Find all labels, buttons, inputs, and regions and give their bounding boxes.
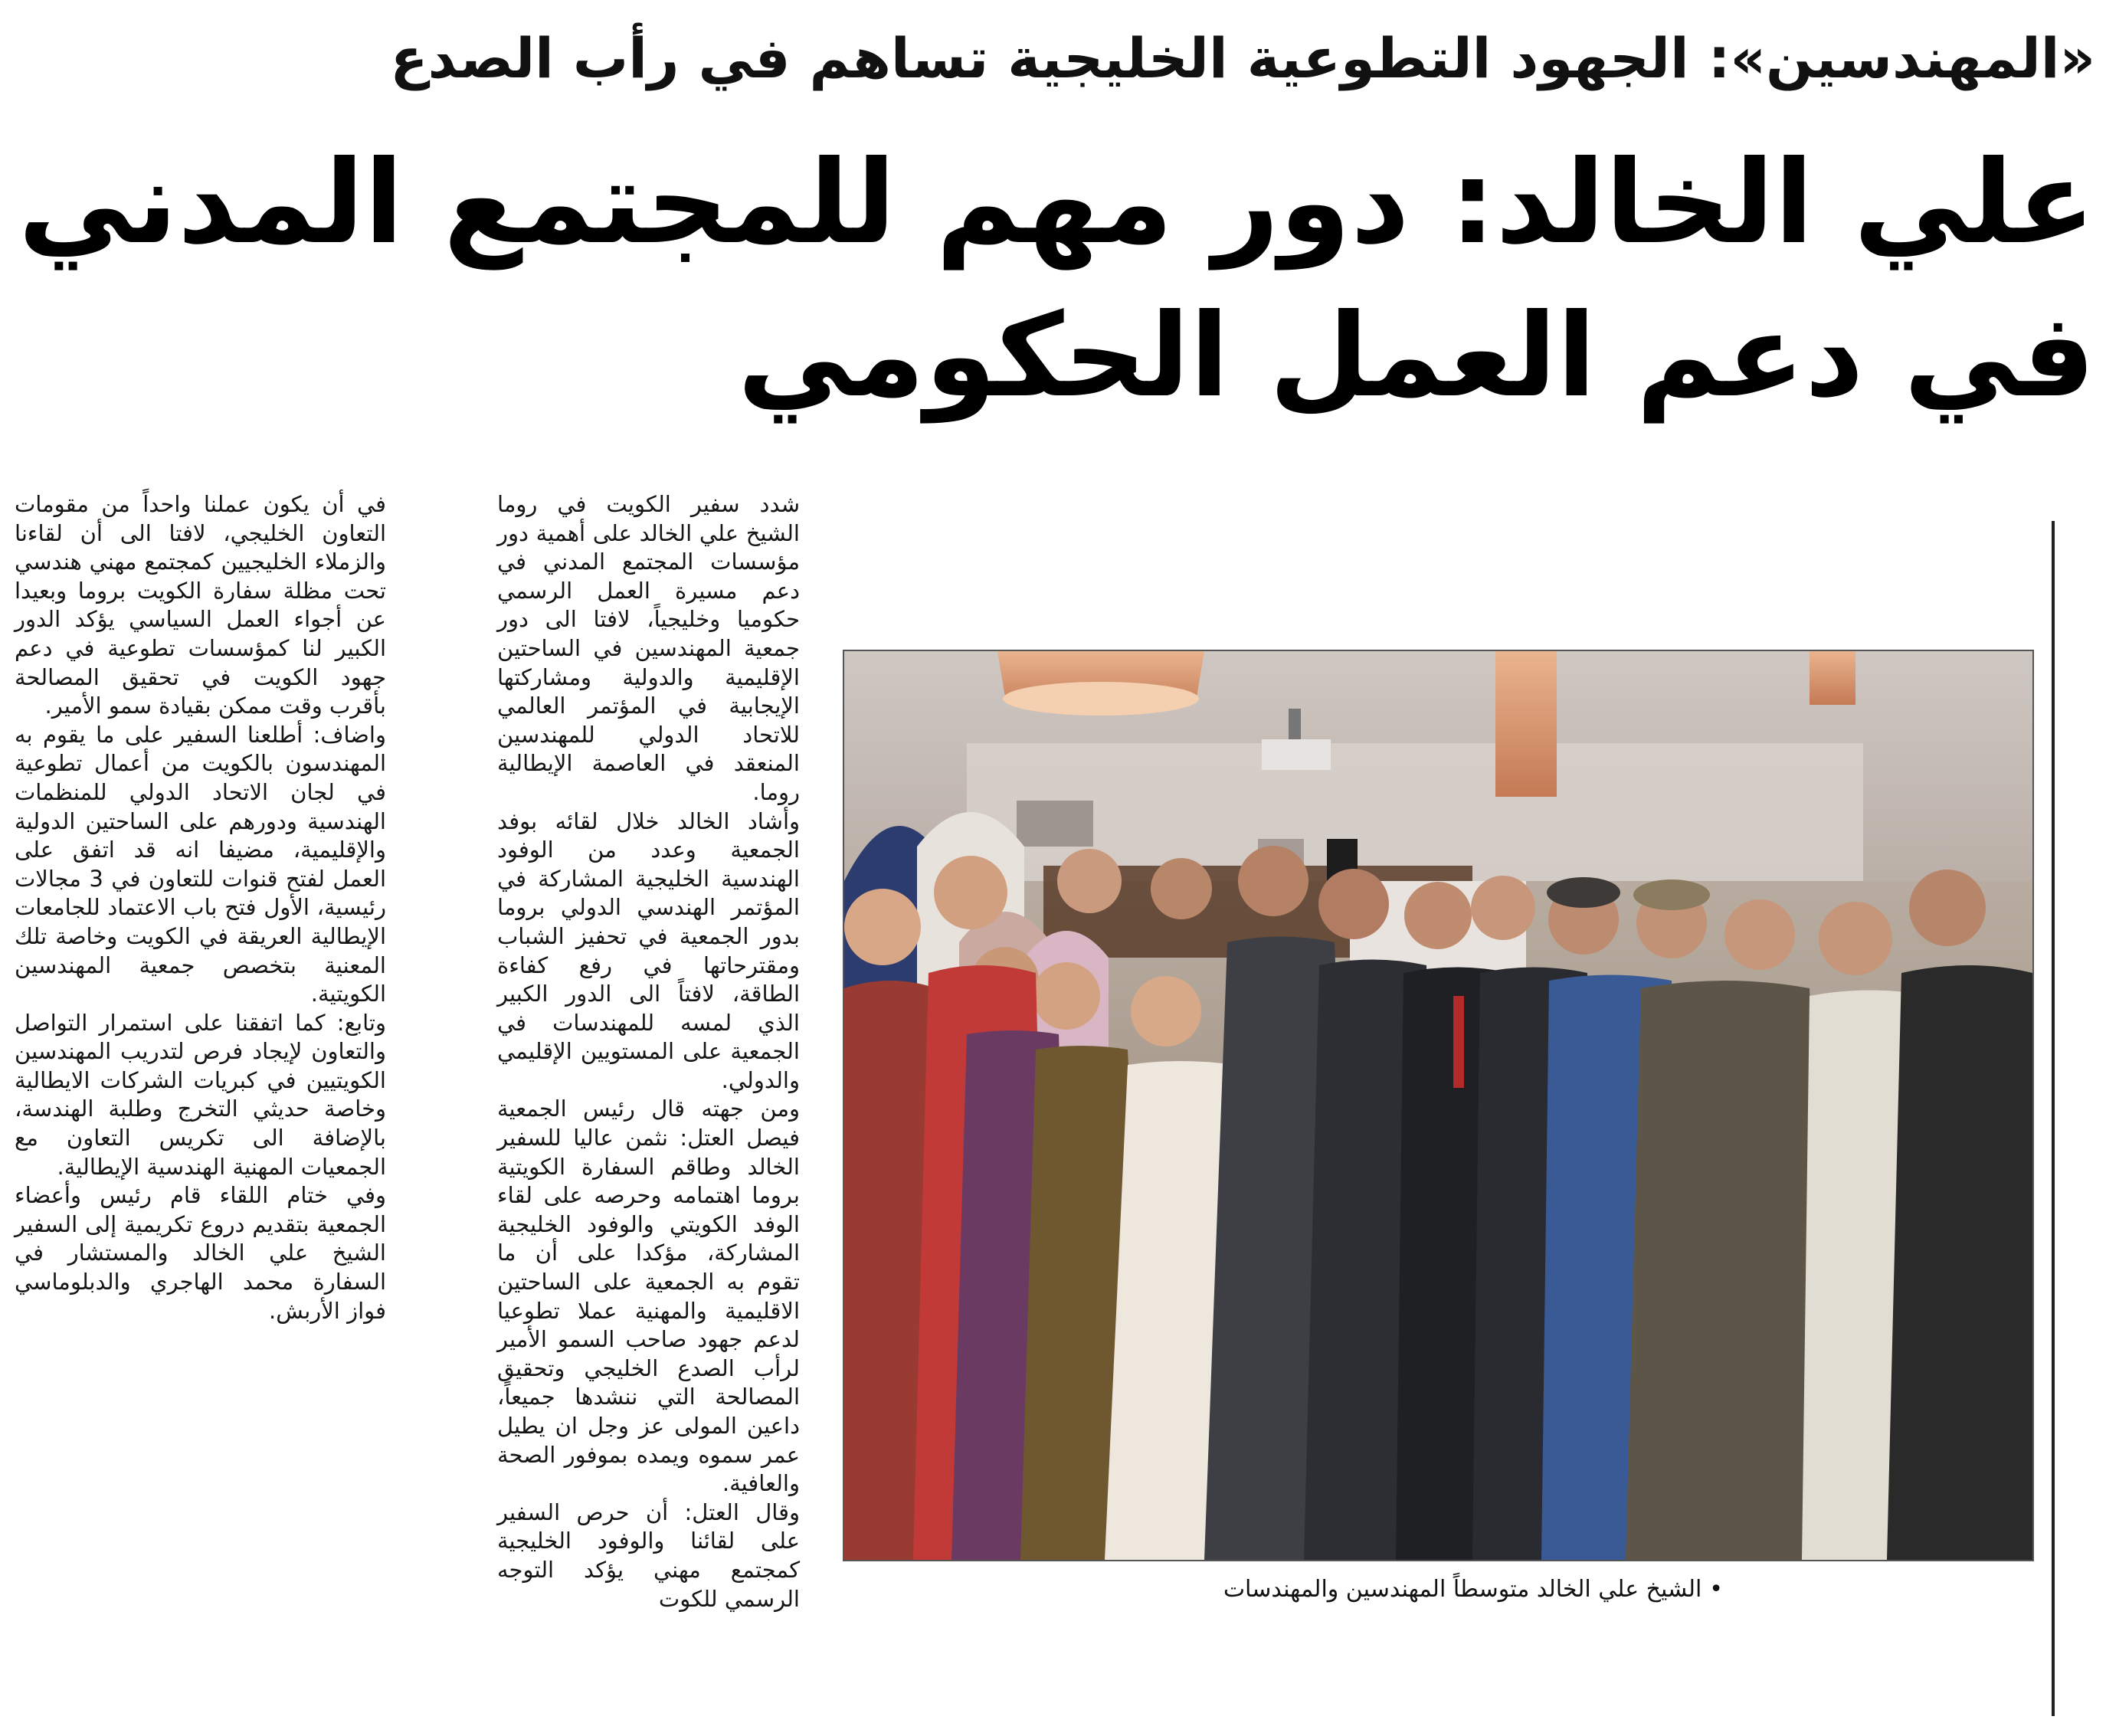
- caption-bullet: •: [1709, 1576, 1723, 1603]
- paragraph: وفي ختام اللقاء قام رئيس وأعضاء الجمعية بتقديم دروع تكريمية إلى السفير الشيخ علي الخالد والمستشار في السفارة محمد الهاجري والدبلوماسي فواز الأربش.: [15, 1182, 386, 1324]
- paragraph: واضاف: أطلعنا السفير على ما يقوم به المهندسون بالكويت من أعمال تطوعية في لجان الاتحاد الدولي للمنظمات الهندسية ودورهم على الساحتين الدولية والإقليمية، مضيفا انه قد اتفق على العمل لفتح قنوات للتعاون في 3 مجالات رئيسية، الأول فتح باب الاعتماد للجامعات الإيطالية العريقة في الكويت وخاصة تلك المعنية بتخصص جمعية المهندسين الكويتية.: [15, 721, 386, 1007]
- paragraph: ومن جهته قال رئيس الجمعية فيصل العتل: نثمن عاليا للسفير الخالد وطاقم السفارة الكويتية بروما اهتمامه وحرصه على لقاء الوفد الكويتي والوفود الخليجية المشاركة، مؤكدا على أن ما تقوم به الجمعية على الساحتين الاقليمية والمهنية عملا تطوعيا لدعم جهود صاحب السمو الأمير لرأب الصدع الخليجي وتحقيق المصالحة التي ننشدها جميعاً، داعين المولى عز وجل ان يطيل عمر سموه ويمده بموفور الصحة والعافية.: [497, 1096, 800, 1497]
- people-group: [844, 812, 2032, 1560]
- paragraph: شدد سفير الكويت في روما الشيخ علي الخالد على أهمية دور مؤسسات المجتمع المدني في دعم مسيرة العمل الرسمي حكوميا وخليجياً، لافتا الى دور جمعية المهندسين في الساحتين الإقليمية والدولية ومشاركتها الإيجابية في المؤتمر العالمي للاتحاد الدولي للمهندسين المنعقد في العاصمة الإيطالية روما.: [497, 491, 800, 805]
- article-kicker: «المهندسين»: الجهود التطوعية الخليجية تساهم في رأب الصدع: [390, 26, 2095, 90]
- photo-caption: [843, 1571, 1723, 1609]
- paragraph: وأشاد الخالد خلال لقائه بوفد الجمعية وعدد من الوفود الهندسية الخليجية المشاركة في المؤتمر الهندسي الدولي بروما بدور الجمعية في تحفيز الشباب ومقترحاتها في رفع كفاءة الطاقة، لافتاً الى الدور الكبير الذي لمسه للمهندسات في الجمعية على المستويين الإقليمي والدولي.: [497, 807, 800, 1093]
- article-column-middle: [497, 490, 800, 1613]
- article-column-left: [15, 490, 386, 1325]
- headline-line-1: علي الخالد: دور مهم للمجتمع المدني: [18, 136, 2095, 270]
- article-headline: [18, 126, 2095, 433]
- paragraph: وتابع: كما اتفقنا على استمرار التواصل والتعاون لإيجاد فرص لتدريب المهندسين الكويتيين في كبريات الشركات الايطالية وخاصة حديثي التخرج وطلبة الهندسة، بالإضافة الى تكريس التعاون مع الجمعيات المهنية الهندسية الإيطالية.: [15, 1009, 386, 1180]
- group-photo: [843, 650, 2034, 1561]
- group-photo-illustration: [844, 651, 2032, 1560]
- caption-text: الشيخ علي الخالد متوسطاً المهندسين والمهندسات: [1223, 1576, 1702, 1603]
- paragraph: وقال العتل: أن حرص السفير على لقائنا والوفود الخليجية كمجتمع مهني يؤكد التوجه الرسمي للكوت: [497, 1499, 800, 1612]
- paragraph: في أن يكون عملنا واحداً من مقومات التعاون الخليجي، لافتا الى أن لقاءنا والزملاء الخليجيين كمجتمع مهني هندسي تحت مظلة سفارة الكويت بروما وبعيدا عن أجواء العمل السياسي يؤكد الدور الكبير لنا كمؤسسات تطوعية في دعم جهود الكويت في تحقيق المصالحة بأقرب وقت ممكن بقيادة سمو الأمير.: [15, 491, 386, 719]
- column-divider: [2052, 521, 2055, 1716]
- headline-line-2: في دعم العمل الحكومي: [737, 290, 2095, 423]
